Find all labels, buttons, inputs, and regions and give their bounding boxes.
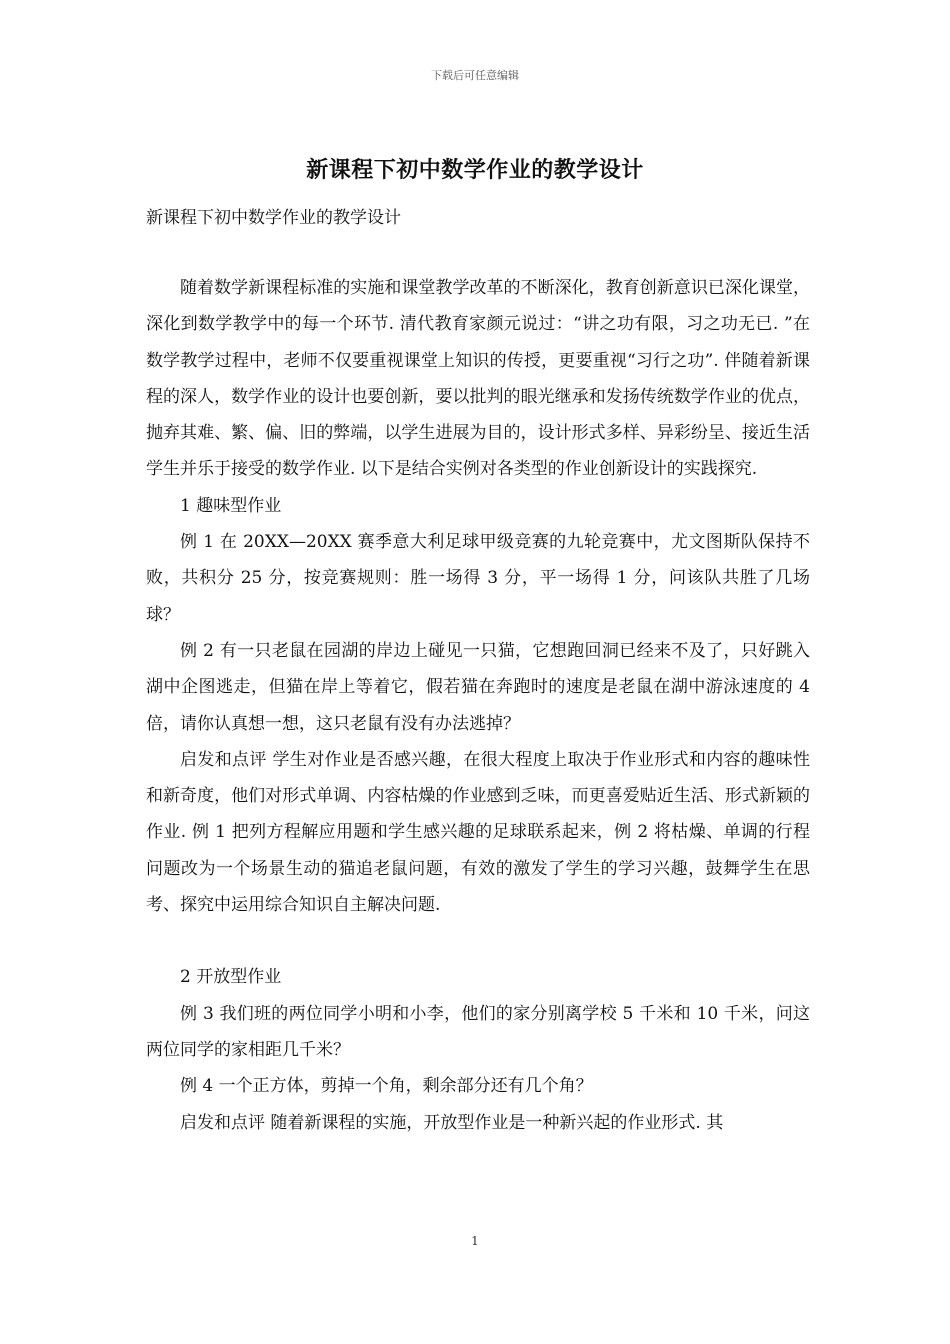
- example-1-paragraph: 例 1 在 20XX—20XX 赛季意大利足球甲级竞赛的九轮竞赛中，尤文图斯队保持不败，共积分 25 分，按竞赛规则：胜一场得 3 分，平一场得 1 分，问该队共胜了几场球？: [146, 532, 810, 625]
- intro-paragraph: 随着数学新课程标准的实施和课堂教学改革的不断深化，教育创新意识已深化课堂，深化到数学教学中的每一个环节. 清代教育家颜元说过：“讲之功有限，习之功无已. ”在数学教学过程中，老师不仅要重视课堂上知识的传授，更要重视“习行之功”. 伴随着新课程的深人，数学作业的设计也要创新，要以批判的眼光继承和发扬传统数学作业的优点，抛弃其难、繁、偏、旧的弊端，以学生进展为目的，设计形式多样、异彩纷呈、接近生活学生并乐于接受的数学作业. 以下是结合实例对各类型的作业创新设计的实践探究.: [146, 278, 810, 480]
- commentary-1-paragraph: 启发和点评 学生对作业是否感兴趣，在很大程度上取决于作业形式和内容的趣味性和新奇度，他们对形式单调、内容枯燥的作业感到乏味，而更喜爱贴近生活、形式新颖的作业. 例 1 把列方程解应用题和学生感兴趣的足球联系起来，例 2 将枯燥、单调的行程问题改为一个场景生动的猫追老鼠问题，有效的激发了学生的学习兴趣，鼓舞学生在思考、探究中运用综合知识自主解决问题.: [146, 749, 810, 916]
- commentary-2-paragraph: 启发和点评 随着新课程的实施，开放型作业是一种新兴起的作业形式. 其: [180, 1112, 724, 1133]
- document-title: 新课程下初中数学作业的教学设计: [306, 157, 644, 183]
- example-2-paragraph: 例 2 有一只老鼠在园湖的岸边上碰见一只猫，它想跑回洞已经来不及了，只好跳入湖中企图逃走，但猫在岸上等着它，假若猫在奔跑时的速度是老鼠在湖中游泳速度的 4 倍，请你认真想一想，这只老鼠有没有办法逃掉？: [146, 640, 810, 734]
- document-subtitle: 新课程下初中数学作业的教学设计: [146, 208, 401, 228]
- example-4-paragraph: 例 4 一个正方体，剪掉一个角，剩余部分还有几个角？: [180, 1076, 593, 1097]
- example-3-paragraph: 例 3 我们班的两位同学小明和小李，他们的家分别离学校 5 千米和 10 千米，问这两位同学的家相距几千米？: [146, 1003, 810, 1060]
- header-note: 下载后可任意编辑: [431, 69, 519, 82]
- document-body: [146, 270, 810, 1141]
- section-heading-1: 1 趣味型作业: [180, 495, 282, 516]
- paragraph-gap: [146, 923, 810, 959]
- section-heading-2: 2 开放型作业: [180, 967, 282, 988]
- page-number: 1: [471, 1234, 479, 1248]
